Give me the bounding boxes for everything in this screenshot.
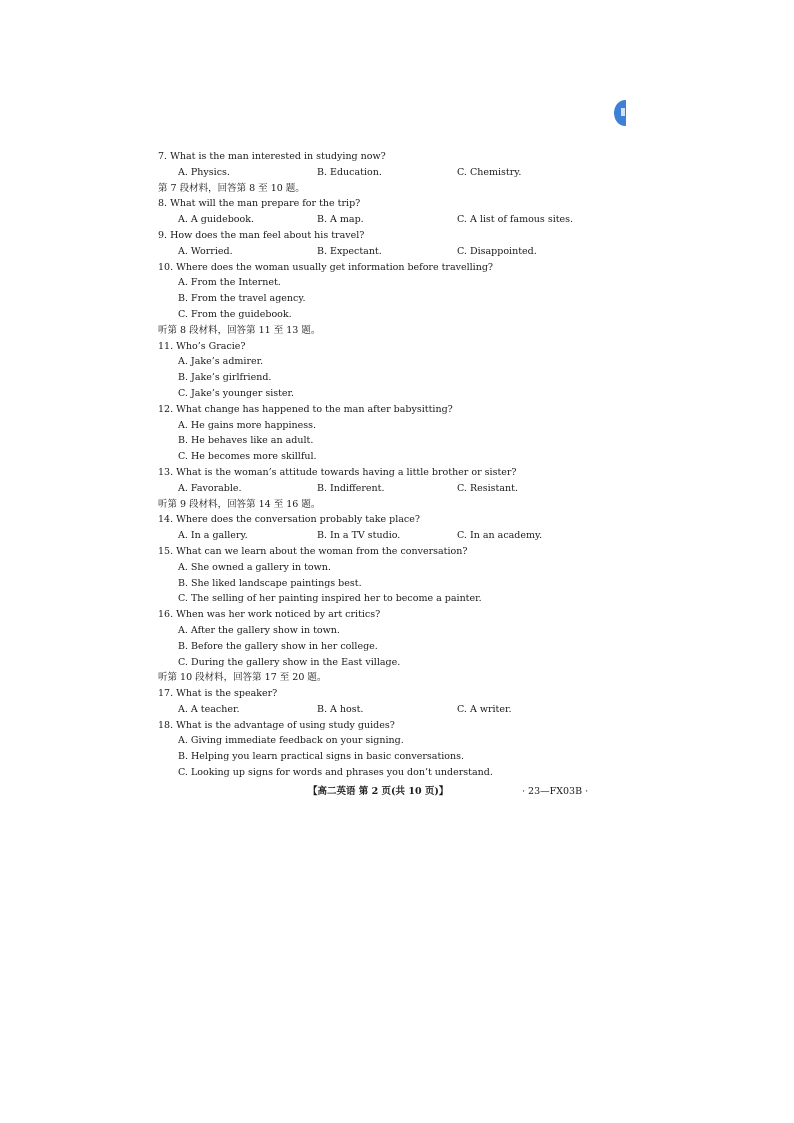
answer-option-row: [158, 528, 618, 544]
answer-option: A. Worried.: [178, 245, 233, 257]
answer-option: A. Jake’s admirer.: [178, 356, 264, 368]
answer-option: B. She liked landscape paintings best.: [178, 577, 362, 589]
answer-option-row: [158, 165, 618, 181]
answer-option: A. After the gallery show in town.: [178, 624, 340, 636]
answer-option: B. He behaves like an adult.: [178, 435, 314, 447]
section-instruction: 听第 9 段材料，回答第 14 至 16 题。: [158, 498, 321, 510]
answer-option: C. Resistant.: [457, 482, 518, 494]
answer-option: A. From the Internet.: [178, 277, 281, 289]
section-instruction: 第 7 段材料，回答第 8 至 10 题。: [158, 182, 305, 194]
answer-option-row: [158, 244, 618, 260]
answer-option: A. He gains more happiness.: [178, 419, 317, 431]
answer-option: A. She owned a gallery in town.: [178, 561, 331, 573]
answer-option: C. Chemistry.: [457, 166, 522, 178]
section-instruction: 听第 10 段材料，回答第 17 至 20 题。: [158, 672, 327, 684]
question-stem: 17. What is the speaker?: [158, 688, 278, 700]
answer-option: B. Before the gallery show in her college.: [178, 640, 378, 652]
answer-option: C. Disappointed.: [457, 245, 537, 257]
answer-option: B. Education.: [317, 166, 382, 178]
page-footer: [158, 784, 618, 800]
answer-option: A. A guidebook.: [178, 214, 255, 226]
question-stem: 8. What will the man prepare for the trip?: [158, 198, 361, 210]
answer-option: C. From the guidebook.: [178, 308, 292, 320]
answer-option: B. Indifferent.: [317, 482, 385, 494]
answer-option: B. From the travel agency.: [178, 293, 306, 305]
answer-option: B. In a TV studio.: [317, 530, 401, 542]
badge-mark: [621, 108, 625, 116]
answer-option: B. Helping you learn practical signs in basic conversations.: [178, 751, 465, 763]
question-stem: 9. How does the man feel about his travel?: [158, 229, 365, 241]
section-instruction: 听第 8 段材料，回答第 11 至 13 题。: [158, 324, 321, 336]
answer-option-row: [158, 702, 618, 718]
answer-option: C. A writer.: [457, 703, 512, 715]
footer-page-label: 【高二英语 第 2 页(共 10 页)】: [308, 786, 449, 797]
question-stem: 15. What can we learn about the woman from the conversation?: [158, 545, 468, 557]
answer-option: C. A list of famous sites.: [457, 214, 574, 226]
answer-option: A. Physics.: [178, 166, 230, 178]
answer-option: C. He becomes more skillful.: [178, 451, 317, 463]
question-stem: 10. Where does the woman usually get information before travelling?: [158, 261, 494, 273]
answer-option: A. Favorable.: [178, 482, 242, 494]
question-stem: 14. Where does the conversation probably take place?: [158, 514, 420, 526]
answer-option: B. A map.: [317, 214, 364, 226]
footer-paper-code: · 23—FX03B ·: [522, 786, 589, 797]
answer-option: A. A teacher.: [178, 703, 240, 715]
question-list: [158, 149, 618, 781]
answer-option: A. Giving immediate feedback on your signing.: [178, 735, 404, 747]
answer-option-row: [158, 212, 618, 228]
answer-option: A. In a gallery.: [178, 530, 248, 542]
question-stem: 13. What is the woman’s attitude towards having a little brother or sister?: [158, 466, 517, 478]
question-stem: 16. When was her work noticed by art critics?: [158, 609, 381, 621]
question-stem: 18. What is the advantage of using study guides?: [158, 719, 395, 731]
answer-option: C. Looking up signs for words and phrases you don’t understand.: [178, 767, 493, 779]
answer-option: C. The selling of her painting inspired her to become a painter.: [178, 593, 482, 605]
answer-option: C. Jake’s younger sister.: [178, 387, 295, 399]
badge-crop-edge: [626, 96, 640, 130]
answer-option-row: [158, 481, 618, 497]
question-stem: 12. What change has happened to the man after babysitting?: [158, 403, 453, 415]
answer-option: B. Expectant.: [317, 245, 382, 257]
answer-option: B. Jake’s girlfriend.: [178, 372, 272, 384]
answer-option: C. During the gallery show in the East village.: [178, 656, 401, 668]
answer-option: C. In an academy.: [457, 530, 543, 542]
answer-option: B. A host.: [317, 703, 364, 715]
question-stem: 7. What is the man interested in studying now?: [158, 151, 386, 162]
question-stem: 11. Who’s Gracie?: [158, 340, 246, 352]
